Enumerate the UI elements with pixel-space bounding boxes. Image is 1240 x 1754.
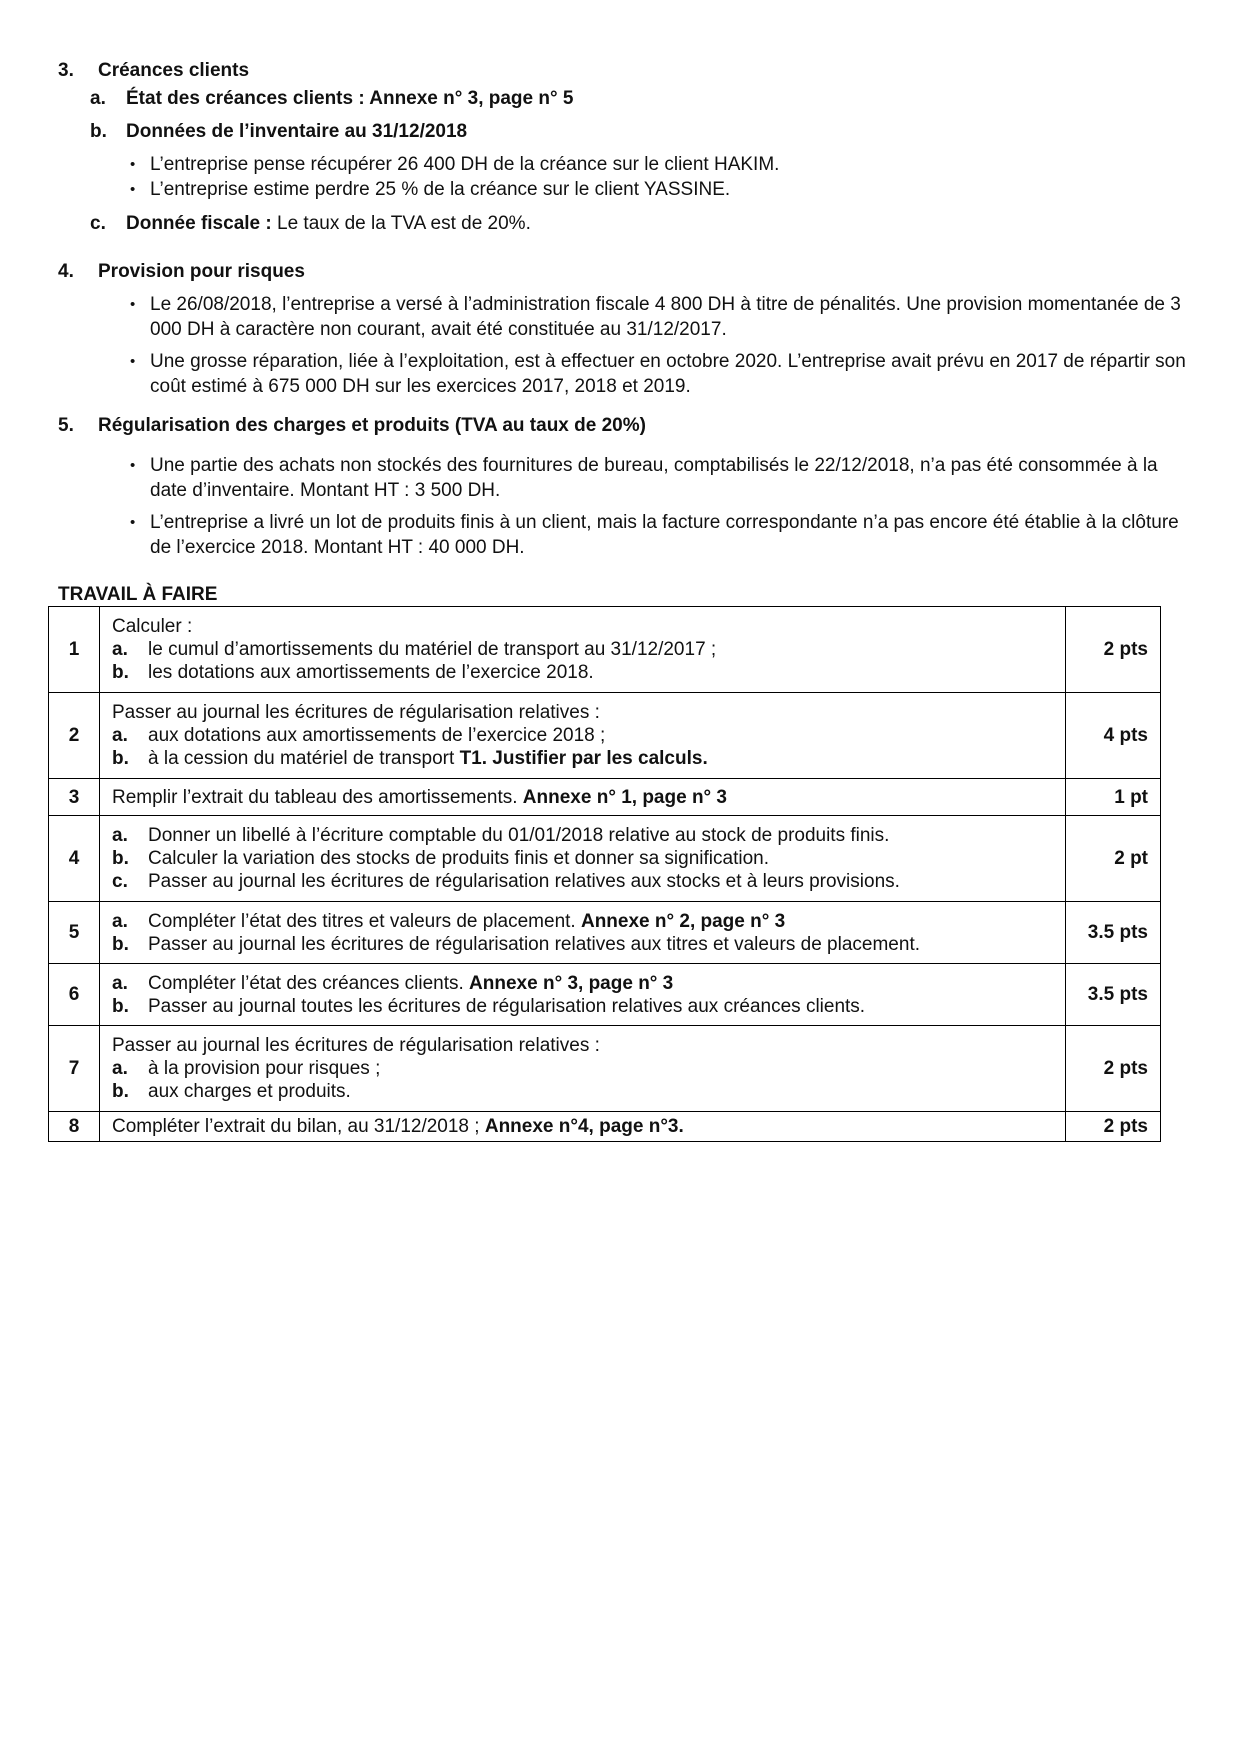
row-bold-text: Annexe n°4, page n°3. (484, 1116, 684, 1137)
table-row (49, 779, 1161, 816)
row-points: 3.5 pts (1066, 964, 1161, 1026)
table-row (49, 816, 1161, 902)
item-letter: a. (112, 825, 128, 846)
row-content (100, 779, 1066, 816)
row-item (112, 972, 1053, 995)
section-3b (90, 121, 467, 144)
row-item (112, 933, 1053, 956)
row-points: 2 pt (1066, 816, 1161, 902)
row-item (112, 824, 1053, 847)
item-letter: b. (112, 933, 129, 955)
item-text: Compléter l’état des créances clients. (148, 972, 470, 994)
row-number: 1 (49, 607, 100, 693)
row-item (112, 638, 1053, 661)
row-content (100, 902, 1066, 964)
table-row (49, 902, 1161, 964)
row-content (100, 693, 1066, 779)
travail-title: TRAVAIL À FAIRE (58, 584, 218, 605)
row-number: 4 (49, 816, 100, 902)
row-text: Remplir l’extrait du tableau des amortissements. (112, 786, 523, 808)
row-item (112, 910, 1053, 933)
item-letter: b. (112, 748, 129, 769)
row-item (112, 870, 1053, 893)
row-content (100, 816, 1066, 902)
item-letter: b. (112, 995, 129, 1017)
row-points: 2 pts (1066, 607, 1161, 693)
bullet-item: • Une grosse réparation, liée à l’exploitation, est à effectuer en octobre 2020. L’entreprise avait prévu en 2017 de répartir son coût estimé à 675 000 DH sur les exercices 2017, 2018 et 2019. (150, 349, 1190, 399)
item-letter: a. (112, 725, 128, 746)
table-row (49, 1026, 1161, 1112)
table-row (49, 607, 1161, 693)
row-text: Compléter l’extrait du bilan, au 31/12/2018 ; (112, 1116, 485, 1137)
item-text: Passer au journal les écritures de régularisation relatives aux stocks et à leurs provisions. (148, 871, 900, 892)
item-text: à la provision pour risques ; (148, 1058, 381, 1079)
item-text: aux charges et produits. (148, 1081, 351, 1102)
item-letter: a. (112, 1058, 128, 1079)
row-content (100, 964, 1066, 1026)
bullet-item: • Le 26/08/2018, l’entreprise a versé à l’administration fiscale 4 800 DH à titre de pénalités. Une provision momentanée de 3 000 DH à caractère non courant, avait été constituée au 31/12/2017. (150, 292, 1190, 342)
item-letter: b. (112, 662, 129, 683)
item-text: Le taux de la TVA est de 20%. (271, 213, 531, 234)
section-3a (90, 88, 573, 111)
row-item (112, 661, 1053, 684)
item-bold-text: Annexe n° 2, page n° 3 (580, 910, 786, 932)
row-item (112, 847, 1053, 870)
item-letter: c. (112, 871, 128, 892)
item-bold-text: T1. Justifier par les calculs. (459, 748, 708, 769)
row-intro: Calculer : (112, 616, 193, 637)
bullet-item: • L’entreprise estime perdre 25 % de la créance sur le client YASSINE. (150, 177, 1190, 202)
row-number: 7 (49, 1026, 100, 1112)
row-content (100, 1026, 1066, 1112)
item-text: État des créances clients : Annexe n° 3, page n° 5 (126, 88, 574, 109)
row-number: 3 (49, 779, 100, 816)
section-5-heading (58, 415, 646, 438)
item-letter: a. (112, 910, 128, 932)
row-number: 8 (49, 1112, 100, 1142)
tasks-table (48, 606, 1161, 1142)
row-item (112, 1057, 1053, 1080)
section-title: Créances clients (98, 60, 250, 81)
row-points: 2 pts (1066, 1112, 1161, 1142)
item-text: aux dotations aux amortissements de l’exercice 2018 ; (148, 725, 606, 746)
section-3c (90, 213, 531, 236)
table-row (49, 964, 1161, 1026)
item-letter: b. (112, 848, 129, 869)
row-intro: Passer au journal les écritures de régularisation relatives : (112, 1035, 600, 1056)
row-intro: Passer au journal les écritures de régularisation relatives : (112, 702, 600, 723)
item-letter: a. (90, 88, 106, 109)
table-row (49, 1112, 1161, 1142)
item-text: Donner un libellé à l’écriture comptable du 01/01/2018 relative au stock de produits finis. (148, 825, 890, 846)
item-letter: a. (112, 972, 128, 994)
section-number: 5. (58, 415, 74, 436)
row-item (112, 1080, 1053, 1103)
item-text: les dotations aux amortissements de l’exercice 2018. (148, 662, 594, 683)
row-content (100, 1112, 1066, 1142)
item-letter: c. (90, 213, 106, 234)
item-label: Donnée fiscale : (126, 213, 272, 234)
section-number: 3. (58, 60, 74, 81)
row-number: 6 (49, 964, 100, 1026)
section-title: Régularisation des charges et produits (TVA au taux de 20%) (98, 415, 646, 436)
row-item (112, 747, 1053, 770)
row-item (112, 724, 1053, 747)
row-bold-text: Annexe n° 1, page n° 3 (522, 786, 727, 808)
item-letter: a. (112, 639, 128, 660)
item-letter: b. (90, 121, 107, 142)
bullet-item: • L’entreprise pense récupérer 26 400 DH de la créance sur le client HAKIM. (150, 152, 1190, 177)
item-text: à la cession du matériel de transport (148, 748, 460, 769)
bullet-item: • L’entreprise a livré un lot de produits finis à un client, mais la facture correspondante n’a pas encore été établie à la clôture de l’exercice 2018. Montant HT : 40 000 DH. (150, 510, 1190, 560)
item-text: Données de l’inventaire au 31/12/2018 (126, 121, 468, 142)
row-points: 1 pt (1066, 779, 1161, 816)
bullet-item: • Une partie des achats non stockés des fournitures de bureau, comptabilisés le 22/12/2018, n’a pas été consommée à la date d’inventaire. Montant HT : 3 500 DH. (150, 453, 1190, 503)
item-text: Compléter l’état des titres et valeurs de placement. (148, 910, 581, 932)
item-letter: b. (112, 1081, 129, 1102)
item-text: Calculer la variation des stocks de produits finis et donner sa signification. (148, 848, 769, 869)
item-bold-text: Annexe n° 3, page n° 3 (469, 972, 674, 994)
item-text: Passer au journal toutes les écritures de régularisation relatives aux créances clients. (148, 995, 866, 1017)
row-item (112, 995, 1053, 1018)
row-points: 4 pts (1066, 693, 1161, 779)
row-points: 2 pts (1066, 1026, 1161, 1112)
section-3-heading (58, 60, 249, 83)
section-title: Provision pour risques (98, 261, 305, 282)
item-text: le cumul d’amortissements du matériel de transport au 31/12/2017 ; (148, 639, 717, 660)
table-row (49, 693, 1161, 779)
item-text: Passer au journal les écritures de régularisation relatives aux titres et valeurs de placement. (148, 933, 920, 955)
row-content (100, 607, 1066, 693)
row-number: 5 (49, 902, 100, 964)
row-number: 2 (49, 693, 100, 779)
row-points: 3.5 pts (1066, 902, 1161, 964)
section-4-heading (58, 261, 305, 284)
section-number: 4. (58, 261, 74, 282)
